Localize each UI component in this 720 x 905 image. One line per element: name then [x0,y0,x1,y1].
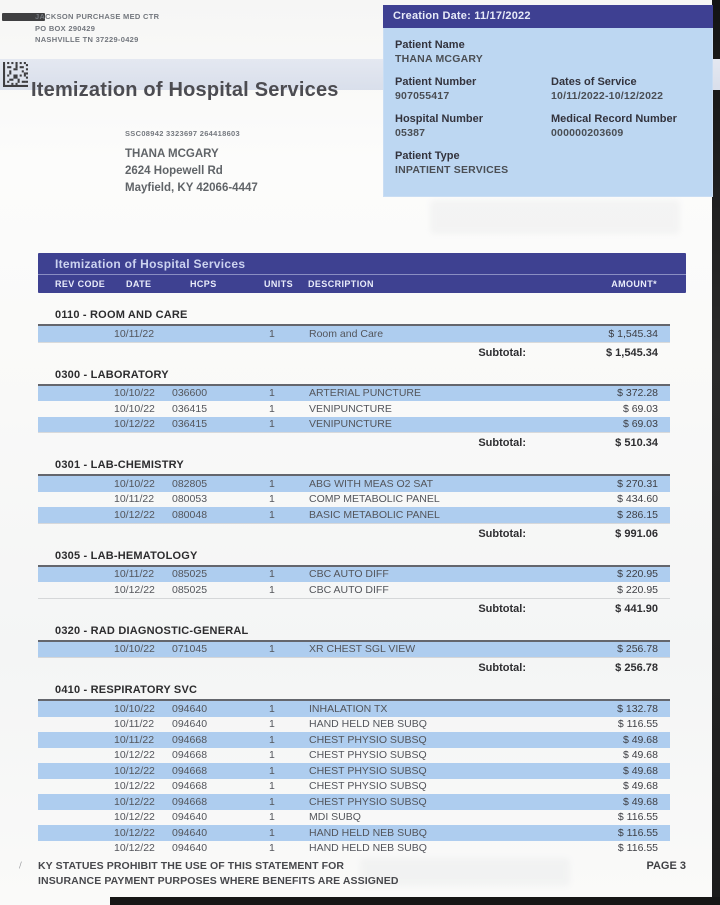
table-row [38,642,670,658]
row-amount: $ 256.78 [617,643,658,656]
row-date: 10/12/22 [114,749,155,762]
row-date: 10/12/22 [114,795,155,808]
info-field [551,76,713,102]
table-row [38,567,670,583]
info-field [395,113,545,139]
row-date: 10/12/22 [114,811,155,824]
row-units: 1 [269,842,275,855]
col-header-rev-code: REV CODE [55,279,106,289]
row-amount: $ 116.55 [617,842,658,855]
mail-routing-code: SSC08942 3323697 264418603 [125,129,240,138]
table-row [38,701,670,717]
row-hcps: 036415 [172,418,208,431]
row-date: 10/12/22 [114,842,155,855]
row-amount: $ 49.68 [622,780,658,793]
table-row [38,386,670,402]
table-row [38,417,670,433]
scan-edge-right [712,0,720,905]
row-amount: $ 49.68 [622,795,658,808]
row-amount: $ 270.31 [617,477,658,490]
row-description: CBC AUTO DIFF [309,568,389,581]
row-hcps: 085025 [172,583,208,596]
table-section [38,308,686,361]
table-row [38,779,670,795]
table-section [38,683,686,856]
info-field-value: 05387 [395,127,426,139]
info-field-label: Dates of Service [551,76,637,88]
row-units: 1 [269,780,275,793]
table-row [38,763,670,779]
section-heading: 0305 - LAB-HEMATOLOGY [55,549,198,562]
subtotal-label: Subtotal: [478,602,526,615]
col-header-description: DESCRIPTION [308,279,374,289]
row-units: 1 [269,749,275,762]
subtotal-row [38,342,670,361]
info-field-value: 000000203609 [551,127,624,139]
row-description: XR CHEST SGL VIEW [309,643,416,656]
document-title: Itemization of Hospital Services [31,79,339,101]
table-row [38,492,670,508]
row-description: CHEST PHYSIO SUBSQ [309,795,427,808]
row-amount: $ 116.55 [617,811,658,824]
row-hcps: 094668 [172,733,208,746]
info-field [395,76,545,102]
info-field-value: THANA MCGARY [395,53,483,65]
row-date: 10/10/22 [114,387,155,400]
legal-notice-line2: INSURANCE PAYMENT PURPOSES WHERE BENEFITS ARE ASSIGNED [38,874,399,887]
info-field-value: INPATIENT SERVICES [395,164,509,176]
row-units: 1 [269,702,275,715]
row-hcps: 082805 [172,477,208,490]
row-amount: $ 434.60 [617,493,658,506]
row-amount: $ 49.68 [622,764,658,777]
row-units: 1 [269,826,275,839]
row-description: BASIC METABOLIC PANEL [309,508,440,521]
provider-po-box: PO BOX 290429 [35,23,96,33]
row-amount: $ 69.03 [622,402,658,415]
info-field-label: Patient Number [395,76,477,88]
row-hcps: 085025 [172,568,208,581]
row-hcps: 036600 [172,387,208,400]
row-units: 1 [269,718,275,731]
row-amount: $ 49.68 [622,733,658,746]
info-field [395,39,713,65]
subtotal-label: Subtotal: [478,346,526,359]
creation-date-label: Creation Date: [393,10,471,22]
table-section [38,368,686,452]
row-amount: $ 116.55 [617,718,658,731]
row-date: 10/10/22 [114,702,155,715]
row-units: 1 [269,493,275,506]
row-amount: $ 1,545.34 [608,327,658,340]
table-header-band [38,253,686,293]
table-row [38,582,670,598]
row-description: CBC AUTO DIFF [309,583,389,596]
row-amount: $ 69.03 [622,418,658,431]
row-hcps: 094640 [172,842,208,855]
row-description: HAND HELD NEB SUBQ [309,826,427,839]
scan-artifact [430,200,680,234]
subtotal-amount: $ 256.78 [615,662,658,674]
row-date: 10/11/22 [114,327,155,340]
subtotal-row [38,598,670,617]
recipient-address [125,146,258,197]
table-row [38,717,670,733]
subtotal-amount: $ 1,545.34 [606,346,658,359]
row-hcps: 080053 [172,493,208,506]
provider-return-address [35,11,159,46]
row-amount: $ 116.55 [617,826,658,839]
row-hcps: 094668 [172,795,208,808]
info-field-label: Patient Type [395,150,460,162]
itemization-table [38,253,686,856]
creation-date-bar [383,5,713,28]
row-units: 1 [269,508,275,521]
row-units: 1 [269,733,275,746]
section-heading: 0320 - RAD DIAGNOSTIC-GENERAL [55,624,249,637]
row-description: MDI SUBQ [309,811,361,824]
row-description: VENIPUNCTURE [309,418,392,431]
page-number: PAGE 3 [646,860,686,872]
row-units: 1 [269,327,275,340]
row-units: 1 [269,643,275,656]
recipient-name: THANA MCGARY [125,148,219,160]
legal-notice-line1: KY STATUES PROHIBIT THE USE OF THIS STATEMENT FOR [38,860,345,872]
table-section [38,549,686,617]
row-hcps: 094668 [172,780,208,793]
row-units: 1 [269,568,275,581]
row-units: 1 [269,583,275,596]
row-date: 10/11/22 [114,568,155,581]
row-description: COMP METABOLIC PANEL [309,493,440,506]
subtotal-amount: $ 991.06 [615,527,658,540]
row-hcps: 036415 [172,402,208,415]
row-date: 10/12/22 [114,826,155,839]
row-date: 10/11/22 [114,718,155,731]
creation-date-value: 11/17/2022 [474,10,531,22]
scan-edge-bottom [110,897,720,905]
table-column-headers [38,275,686,293]
info-fields [383,28,713,176]
table-row [38,748,670,764]
subtotal-row [38,523,670,542]
table-row [38,810,670,826]
table-row [38,732,670,748]
row-hcps: 094668 [172,764,208,777]
row-description: VENIPUNCTURE [309,402,392,415]
subtotal-label: Subtotal: [478,527,526,540]
row-units: 1 [269,402,275,415]
table-section [38,458,686,542]
legal-notice [38,859,399,888]
table-sections [38,308,686,856]
row-description: CHEST PHYSIO SUBSQ [309,749,427,762]
section-heading: 0410 - RESPIRATORY SVC [55,684,198,696]
subtotal-amount: $ 441.90 [615,602,658,615]
row-description: ABG WITH MEAS O2 SAT [309,477,434,490]
table-row [38,476,670,492]
row-hcps: 094640 [172,811,208,824]
row-description: CHEST PHYSIO SUBSQ [309,764,427,777]
subtotal-row [38,657,670,676]
section-heading: 0301 - LAB-CHEMISTRY [55,459,184,471]
patient-info-box [383,5,713,197]
row-date: 10/12/22 [114,583,155,596]
row-description: CHEST PHYSIO SUBSQ [309,733,427,746]
row-hcps: 094640 [172,826,208,839]
info-field-value: 10/11/2022-10/12/2022 [551,90,664,102]
row-date: 10/11/22 [114,493,155,506]
info-field-label: Patient Name [395,39,465,51]
info-field [395,150,713,176]
row-amount: $ 132.78 [617,702,658,715]
datamatrix-barcode-icon [3,62,28,87]
info-field-value: 907055417 [395,90,450,102]
row-amount: $ 286.15 [617,508,658,521]
section-heading: 0110 - ROOM AND CARE [55,309,188,321]
table-row [38,401,670,417]
info-field-label: Medical Record Number [551,113,677,125]
row-amount: $ 372.28 [617,387,658,400]
row-amount: $ 220.95 [617,568,658,581]
row-amount: $ 220.95 [617,583,658,596]
table-row [38,841,670,857]
table-row [38,507,670,523]
row-date: 10/10/22 [114,402,155,415]
col-header-date: DATE [126,279,152,289]
row-units: 1 [269,764,275,777]
provider-name: JACKSON PURCHASE MED CTR [35,12,160,21]
row-description: HAND HELD NEB SUBQ [309,718,427,731]
table-row [38,326,670,342]
row-hcps: 094640 [172,718,208,731]
subtotal-label: Subtotal: [478,662,526,674]
row-date: 10/12/22 [114,418,155,431]
row-units: 1 [269,795,275,808]
row-date: 10/10/22 [114,643,155,656]
row-description: ARTERIAL PUNCTURE [309,387,422,400]
table-section [38,624,686,677]
row-date: 10/10/22 [114,477,155,490]
row-units: 1 [269,418,275,431]
subtotal-row [38,432,670,451]
col-header-amount: AMOUNT* [611,279,657,289]
row-date: 10/12/22 [114,764,155,777]
row-date: 10/11/22 [114,733,155,746]
row-hcps: 080048 [172,508,208,521]
subtotal-label: Subtotal: [478,437,526,449]
section-heading: 0300 - LABORATORY [55,368,169,381]
row-description: CHEST PHYSIO SUBSQ [309,780,427,793]
row-hcps: 071045 [172,643,208,656]
row-amount: $ 49.68 [622,749,658,762]
info-field-label: Hospital Number [395,113,484,125]
recipient-street: 2624 Hopewell Rd [125,165,223,177]
table-row [38,825,670,841]
row-units: 1 [269,387,275,400]
row-description: HAND HELD NEB SUBQ [309,842,427,855]
row-units: 1 [269,811,275,824]
row-description: INHALATION TX [309,702,388,715]
row-hcps: 094640 [172,702,208,715]
table-title: Itemization of Hospital Services [38,253,686,275]
row-date: 10/12/22 [114,508,155,521]
col-header-units: UNITS [264,279,293,289]
row-hcps: 094668 [172,749,208,762]
table-row [38,794,670,810]
pen-mark: ∕ [18,859,23,871]
info-field [551,113,713,139]
row-units: 1 [269,477,275,490]
row-date: 10/12/22 [114,780,155,793]
recipient-city-state-zip: Mayfield, KY 42066-4447 [125,182,258,194]
provider-city-state-zip: NASHVILLE TN 37229-0429 [35,35,139,45]
subtotal-amount: $ 510.34 [615,437,658,449]
col-header-hcps: HCPS [190,279,217,289]
row-description: Room and Care [309,327,384,340]
